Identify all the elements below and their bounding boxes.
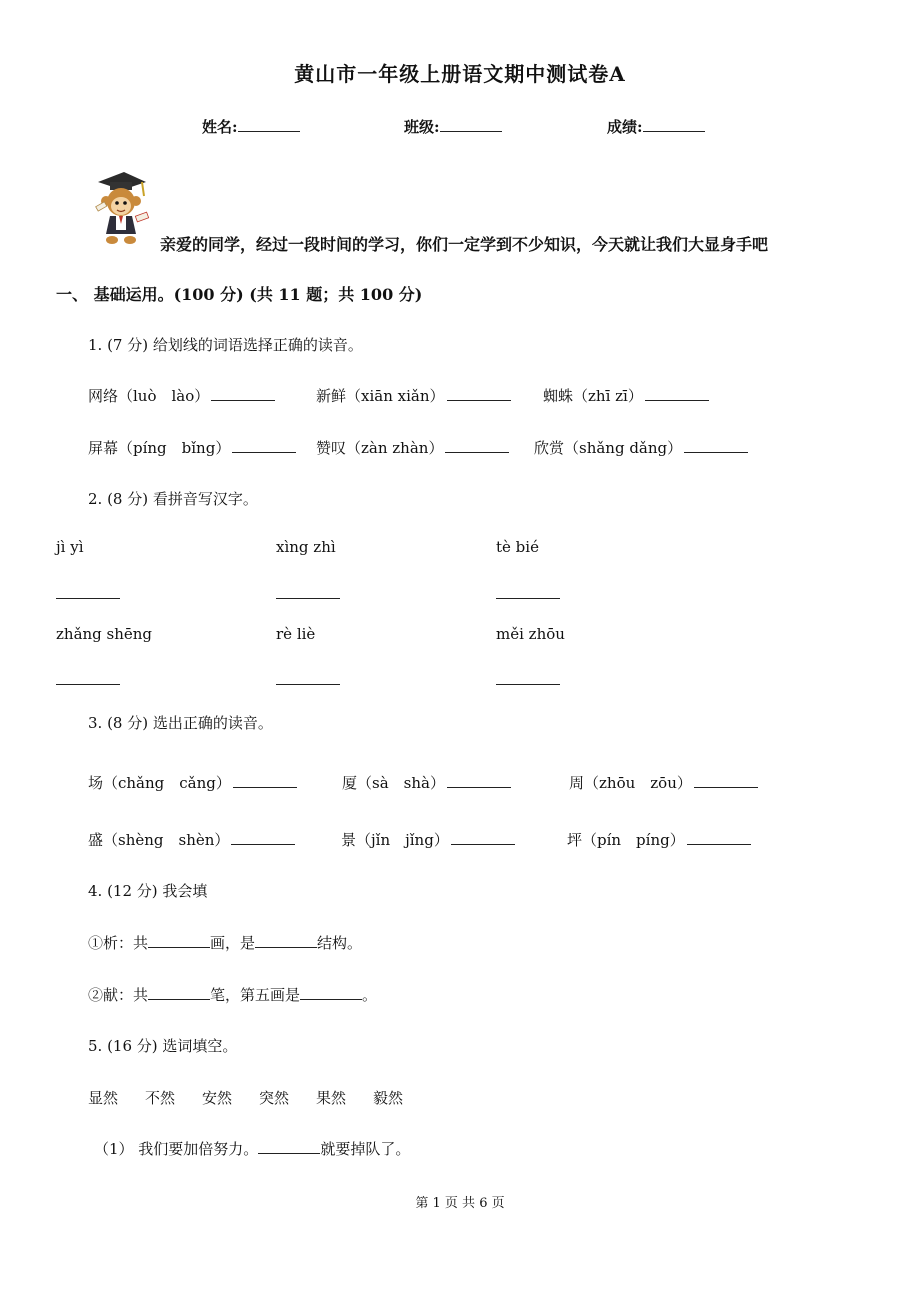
answer-blank[interactable] (645, 386, 709, 401)
q3-item-3-label: 周（zhōu zōu） (569, 774, 692, 792)
q1-item-5-label: 赞叹（zàn zhàn） (316, 439, 444, 457)
q5-word-5: 果然 (316, 1089, 347, 1107)
q1-item-1-label: 网络（luò lào） (88, 387, 210, 405)
q5-sentence-1-part-b: 就要掉队了。 (320, 1140, 411, 1158)
q3-item-4-label: 盛（shèng shèn） (88, 831, 230, 849)
answer-blank[interactable] (447, 386, 511, 401)
answer-blank[interactable] (687, 830, 751, 845)
q2-pinyin-5: rè liè (276, 625, 316, 643)
answer-line[interactable] (496, 598, 560, 599)
q5-word-2: 不然 (145, 1089, 176, 1107)
q3-item-3[interactable] (569, 772, 758, 793)
q4-line-2-part-a: ②献：共 (88, 986, 149, 1004)
section-1-heading: 一、 基础运用。(100 分) (共 11 题；共 100 分) (56, 285, 423, 304)
q5-word-6: 毅然 (373, 1089, 404, 1107)
q3-item-5[interactable] (341, 829, 515, 850)
q1-item-6[interactable] (534, 437, 748, 458)
q5-sentence-1-part-a: （1） 我们要加倍努力。 (94, 1140, 259, 1158)
answer-blank[interactable] (148, 985, 210, 1000)
q1-item-4[interactable] (88, 437, 296, 458)
q4-line-1-part-b: 画，是 (210, 934, 256, 952)
q5-word-4: 突然 (259, 1089, 290, 1107)
q3-item-6-label: 坪（pín píng） (567, 831, 685, 849)
answer-blank[interactable] (694, 773, 758, 788)
q3-item-2[interactable] (342, 772, 511, 793)
q1-item-2[interactable] (316, 385, 511, 406)
answer-blank[interactable] (451, 830, 515, 845)
q4-line-2 (88, 984, 377, 1005)
class-blank[interactable] (440, 117, 502, 132)
answer-blank[interactable] (255, 933, 317, 948)
question-3-header: 3. (8 分) 选出正确的读音。 (88, 714, 273, 732)
question-1-header: 1. (7 分) 给划线的词语选择正确的读音。 (88, 336, 363, 354)
answer-blank[interactable] (148, 933, 210, 948)
q3-item-2-label: 厦（sà shà） (342, 774, 445, 792)
q1-item-3-label: 蜘蛛（zhī zī） (543, 387, 643, 405)
answer-blank[interactable] (258, 1139, 320, 1154)
q5-word-1: 显然 (88, 1089, 119, 1107)
q1-item-4-label: 屏幕（píng bǐng） (88, 439, 231, 457)
score-label: 成绩: (607, 118, 643, 136)
answer-line[interactable] (56, 684, 120, 685)
question-4-header: 4. (12 分) 我会填 (88, 882, 208, 900)
q1-item-5[interactable] (316, 437, 509, 458)
q2-pinyin-2: xìng zhì (276, 538, 336, 556)
q2-pinyin-1: jì yì (56, 538, 84, 556)
q1-item-3[interactable] (543, 385, 709, 406)
answer-line[interactable] (276, 598, 340, 599)
q3-item-1[interactable] (88, 772, 297, 793)
q2-pinyin-3: tè bié (496, 538, 539, 556)
q2-pinyin-6: měi zhōu (496, 625, 565, 643)
intro-text: 亲爱的同学，经过一段时间的学习，你们一定学到不少知识，今天就让我们大显身手吧 (160, 235, 769, 254)
class-label: 班级: (404, 118, 440, 136)
question-2-header: 2. (8 分) 看拼音写汉字。 (88, 490, 258, 508)
answer-line[interactable] (496, 684, 560, 685)
q3-item-1-label: 场（chǎng cǎng） (88, 774, 231, 792)
q3-item-4[interactable] (88, 829, 295, 850)
q2-pinyin-4: zhǎng shēng (56, 625, 153, 643)
answer-blank[interactable] (684, 438, 748, 453)
answer-line[interactable] (276, 684, 340, 685)
answer-blank[interactable] (447, 773, 511, 788)
q3-item-6[interactable] (567, 829, 751, 850)
answer-blank[interactable] (300, 985, 362, 1000)
name-label: 姓名: (202, 118, 238, 136)
score-field[interactable] (607, 116, 705, 137)
q5-word-3: 安然 (202, 1089, 233, 1107)
score-blank[interactable] (643, 117, 705, 132)
answer-line[interactable] (56, 598, 120, 599)
q1-item-1[interactable] (88, 385, 275, 406)
q4-line-1-part-a: ①析：共 (88, 934, 149, 952)
answer-blank[interactable] (211, 386, 275, 401)
page-title: 黄山市一年级上册语文期中测试卷A (294, 62, 626, 86)
q1-item-2-label: 新鲜（xiān xiǎn） (316, 387, 445, 405)
q5-sentence-1 (94, 1138, 410, 1159)
class-field[interactable] (404, 116, 502, 137)
question-5-header: 5. (16 分) 选词填空。 (88, 1037, 238, 1055)
name-blank[interactable] (238, 117, 300, 132)
q4-line-1-part-c: 结构。 (317, 934, 363, 952)
name-field[interactable] (202, 116, 300, 137)
answer-blank[interactable] (445, 438, 509, 453)
answer-blank[interactable] (233, 773, 297, 788)
answer-blank[interactable] (231, 830, 295, 845)
q4-line-2-part-b: 笔，第五画是 (210, 986, 301, 1004)
q4-line-1 (88, 932, 362, 953)
q3-item-5-label: 景（jǐn jǐng） (341, 831, 449, 849)
page-footer: 第 1 页 共 6 页 (415, 1196, 505, 1211)
answer-blank[interactable] (232, 438, 296, 453)
monkey-graduate-icon (88, 168, 150, 248)
q1-item-6-label: 欣赏（shǎng dǎng） (534, 439, 683, 457)
q4-line-2-part-c: 。 (362, 986, 378, 1004)
